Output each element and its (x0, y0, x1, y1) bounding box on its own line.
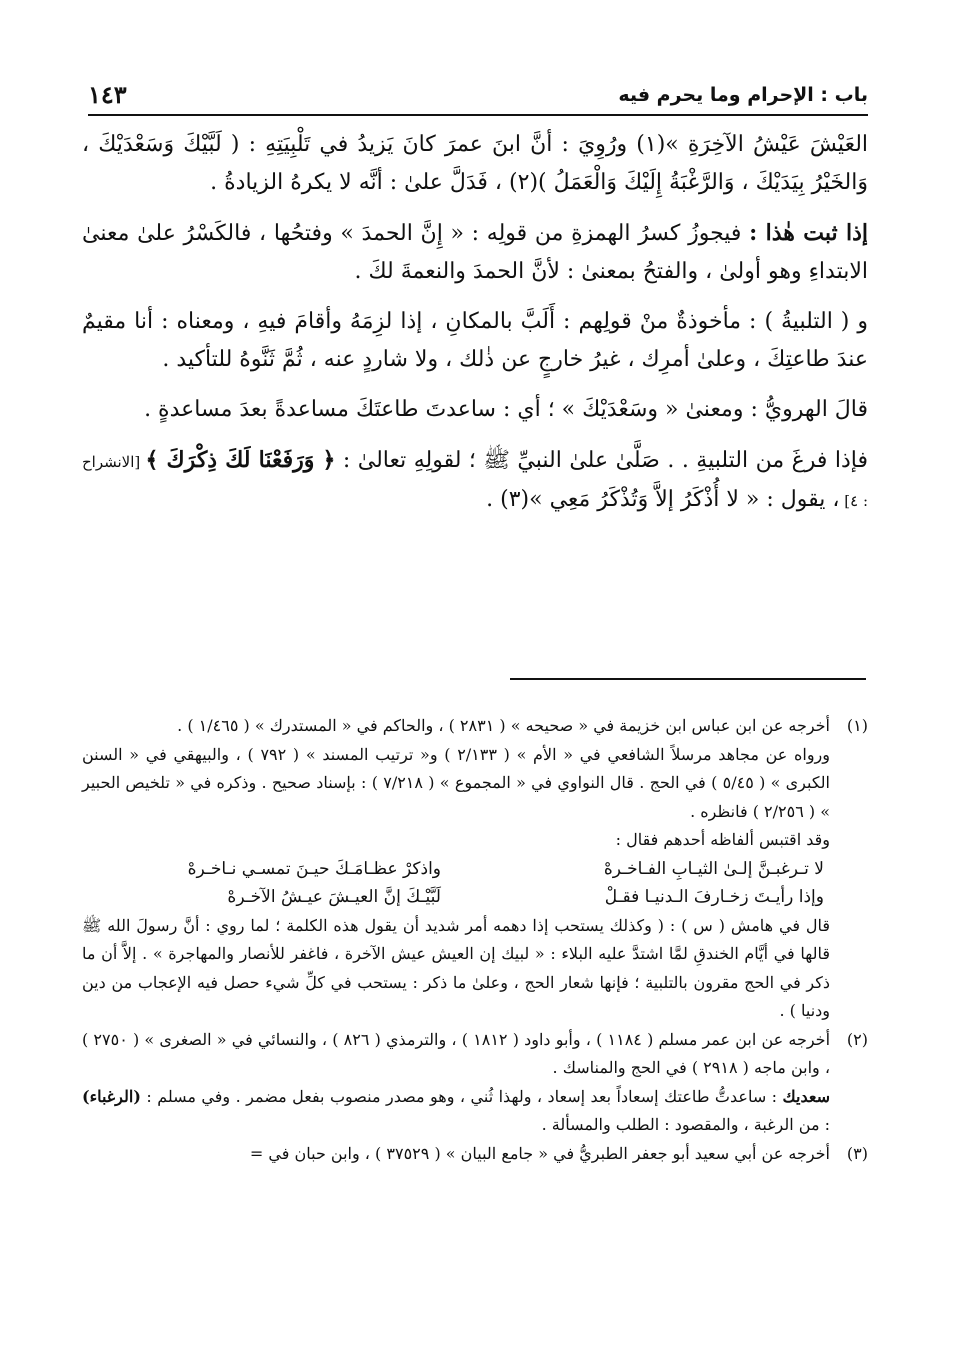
poem-hemistich: وإذا رأيـتَ زخـارفَ الـدنيـا فقـلْ (604, 887, 824, 907)
footnote-text: أخرجه عن أبي سعيد أبو جعفر الطبريُّ في « جامع البيان » ( ٣٧٥٢٩ ) ، وابن حبان في = (249, 1143, 830, 1163)
paragraph-5 (82, 441, 868, 520)
verse-citation: [الانشراح : ٤] (82, 453, 868, 510)
footnote-text (82, 1083, 830, 1140)
chapter-title: باب : الإحرام وما يحرم فيه (618, 84, 868, 106)
footnote-text: وقد اقتبس ألفاظه أحدهم فقال : (615, 830, 830, 849)
footnote-term: سعديك (782, 1086, 830, 1106)
page-number: ١٤٣ (88, 80, 127, 109)
paragraph-2 (82, 214, 868, 291)
paragraph-2-lead: إذا ثبت هٰذا : (749, 220, 868, 246)
main-text (82, 126, 868, 532)
footnote-2 (82, 1026, 868, 1140)
poem-hemistich: لا تـرغبـنَّ إلـىٰ الثيـابِ الفـاخـرهْ (603, 858, 824, 879)
paragraph-5-start: فإذا فرغَ من التلبيةِ . . صَلَّىٰ علىٰ النبيِّ ﷺ ؛ لقولِهِ تعالىٰ : (335, 448, 868, 473)
paragraph-2-body: فيجوزُ كسرُ الهمزةِ من قولِه : « إِنَّ الحمدَ » وفتحُها ، فالكَسْرُ علىٰ معنىٰ الابتداءِ وهو أولىٰ ، والفتحُ بمعنىٰ : لأنَّ الحمدَ والنعمةَ لكَ . (82, 221, 868, 284)
page-header (88, 80, 868, 116)
footnote-number: (١) (846, 716, 868, 735)
footnote-text: قال في هامش ( س ) : ( وكذلك يستحب إذا دهمه أمر شديد أن يقول هذه الكلمة ؛ لما روي : أنَّ رسولَ الله ﷺ قالها في أيَّام الخندقِ لمَّا اشتدَّ عليه البلاء : « لبيك إن العيش عيش الآخرة ، فاغفر للأنصار والمهاجرة » . إلاَّ أن ما ذكر في الحج مقرون بالتلبية ؛ فإنها شعار الحج ، وعلىٰ ما ذكر : يستحب في كلِّ شيء حصل فيه الإعجاب من دين ودنيا ) . (82, 915, 830, 1020)
poem (82, 855, 830, 912)
footnote-number: (٢) (846, 1029, 868, 1049)
footnote-body (82, 1140, 830, 1169)
paragraph-3: و ( التلبيةُ ) : مأخوذةٌ منْ قولِهم : أَلَبَّ بالمكانِ ، إذا لزِمَهُ وأقامَ فيهِ ، ومعناه : أنا مقيمٌ عندَ طاعتِكَ ، وعلىٰ أمرِك ، غيرُ خارجٍ عن ذٰلك ، ولا شاردٍ عنه ، ثُمَّ ثَنَّوهُ للتأكيد . (82, 309, 868, 372)
footnote-body (82, 1026, 830, 1140)
paragraph-5-end: ، يقول : « لا أُذْكَرُ إلاَّ وَتُذْكَرُ مَعِي »(٣) . (486, 487, 840, 512)
footnote-separator (510, 678, 866, 680)
footnote-body (82, 712, 830, 1026)
paragraph-4: قالَ الهرويُّ : ومعنىٰ « وسَعْدَيْكَ » ؛ أي : ساعدتَ طاعتَكَ مساعدةً بعدَ مساعدةٍ . (144, 397, 868, 422)
quran-verse: ﴿ وَرَفَعْنَا لَكَ ذِكْرَكَ ﴾ (145, 447, 336, 473)
footnote-1 (82, 712, 868, 1026)
footnote-text: أخرجه عن ابن عباس ابن خزيمة في « صحيحه » ( ٢٨٣١ ) ، والحاكم في « المستدرك » ( ١/٤٦٥ ) . (177, 716, 830, 735)
footnote-definition: : ساعدتُّ طاعتك إسعاداً بعد إسعاد ، ولهذا ثُني ، وهو مصدر منصوب بفعل مضمر . وفي مسلم : (140, 1086, 783, 1106)
footnote-3 (82, 1140, 868, 1169)
paragraph-1: العَيْشَ عَيْشُ الآخِرَةِ »(١) ورُوِيَ : أنَّ ابنَ عمرَ كانَ يَزيدُ في تَلْبِيَتِهِ : ( لَبَّيْكَ وَسَعْدَيْكَ ، وَالخَيْرُ بِيَدَيْكَ ، وَالرَّغْبَةُ إِلَيْكَ وَالْعَمَلُ )(٢) ، فَدَلَّ علىٰ : أنَّه لا يكرهُ الزيادةُ . (82, 132, 869, 195)
footnote-definition-end: : من الرغبة ، والمقصود : الطلب والمسألة . (541, 1115, 830, 1134)
footnote-term: (الرغباء) (82, 1086, 141, 1106)
poem-hemistich: لَبَّيْـكَ إنَّ العيـشَ عيـشُ الآخـرهْ (227, 887, 441, 907)
poem-hemistich: واذكرْ عظـامَـكَ حيـنَ تمسـي نـاخـرهْ (187, 858, 441, 879)
footnote-text: ورواه عن مجاهد مرسلاً الشافعي في « الأم » ( ٢/١٣٣ ) و« ترتيب المسند » ( ٧٩٢ ) ، والبيهقي في « السنن الكبرى » ( ٥/٤٥ ) في الحج . قال النواوي في « المجموع » ( ٧/٢١٨ ) : بإسناد صحيح . وذكره في « تلخيص الحبير » ( ٢/٢٥٦ ) فانظره . (82, 744, 831, 821)
footnote-number: (٣) (846, 1143, 868, 1163)
footnote-text: أخرجه عن ابن عمر مسلم ( ١١٨٤ ) ، وأبو داود ( ١٨١٢ ) ، والترمذي ( ٨٢٦ ) ، والنسائي في « الصغرى » ( ٢٧٥٠ ) ، وابن ماجه ( ٢٩١٨ ) في الحج والمناسك . (82, 1029, 831, 1077)
footnotes (82, 712, 868, 1168)
